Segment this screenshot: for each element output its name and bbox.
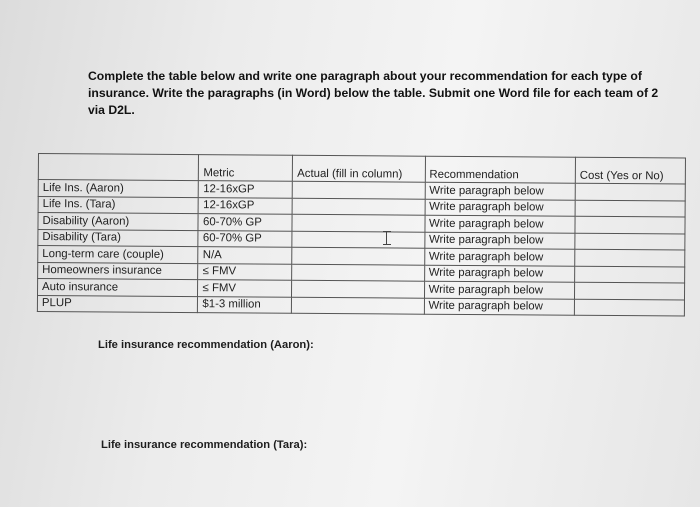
- cell-recommendation: Write paragraph below: [424, 281, 575, 299]
- cell-type: Life Ins. (Aaron): [38, 180, 199, 198]
- cell-metric: ≤ FMV: [198, 263, 292, 280]
- header-recommendation: Recommendation: [425, 156, 576, 183]
- cell-type: Auto insurance: [38, 279, 199, 297]
- cell-actual[interactable]: [293, 181, 425, 198]
- cell-metric: 60-70% GP: [198, 230, 292, 247]
- cell-actual[interactable]: [292, 214, 424, 231]
- cell-type: Disability (Tara): [38, 229, 199, 247]
- cell-type: Homeowners insurance: [38, 262, 199, 280]
- table-row: [37, 295, 684, 316]
- header-metric: Metric: [199, 155, 293, 182]
- cell-actual[interactable]: [292, 280, 424, 297]
- cell-actual[interactable]: [292, 264, 424, 281]
- cell-cost[interactable]: [575, 183, 685, 200]
- cell-cost[interactable]: [575, 200, 685, 217]
- cell-cost[interactable]: [575, 266, 685, 283]
- cell-type: Long-term care (couple): [38, 246, 199, 264]
- cell-metric: N/A: [198, 247, 292, 264]
- cell-metric: ≤ FMV: [198, 280, 292, 297]
- cell-recommendation: Write paragraph below: [424, 265, 575, 283]
- cell-cost[interactable]: [574, 299, 684, 316]
- instructions-line-3: via D2L.: [88, 103, 135, 117]
- instructions-line-2: insurance. Write the paragraphs (in Word) below the table. Submit one Word file for each team of 2: [88, 86, 659, 100]
- cell-recommendation: Write paragraph below: [424, 248, 575, 266]
- cell-actual[interactable]: [292, 297, 424, 314]
- instructions-text: [88, 68, 668, 119]
- cell-recommendation: Write paragraph below: [424, 232, 575, 250]
- aaron-recommendation-label: Life insurance recommendation (Aaron):: [98, 339, 314, 351]
- cell-actual[interactable]: [292, 231, 424, 248]
- cell-metric: 12-16xGP: [199, 197, 293, 214]
- cell-cost[interactable]: [575, 249, 685, 266]
- cell-cost[interactable]: [575, 233, 685, 250]
- text-cursor-icon: [386, 231, 395, 245]
- header-type: [38, 154, 199, 181]
- cell-recommendation: Write paragraph below: [425, 199, 576, 217]
- cell-metric: 60-70% GP: [198, 214, 292, 231]
- cell-cost[interactable]: [575, 216, 685, 233]
- cell-recommendation: Write paragraph below: [424, 298, 575, 316]
- header-cost: Cost (Yes or No): [575, 157, 685, 184]
- cell-recommendation: Write paragraph below: [425, 182, 576, 200]
- cell-type: PLUP: [37, 295, 198, 313]
- cell-actual[interactable]: [292, 247, 424, 264]
- cell-metric: $1-3 million: [198, 296, 292, 313]
- cell-type: Life Ins. (Tara): [38, 196, 199, 214]
- insurance-table: [37, 153, 686, 317]
- cell-cost[interactable]: [574, 282, 684, 299]
- header-actual: Actual (fill in column): [293, 155, 425, 182]
- cell-metric: 12-16xGP: [199, 181, 293, 198]
- cell-recommendation: Write paragraph below: [425, 215, 576, 233]
- cell-actual[interactable]: [292, 198, 424, 215]
- instructions-line-1: Complete the table below and write one paragraph about your recommendation for each type of: [88, 69, 642, 83]
- tara-recommendation-label: Life insurance recommendation (Tara):: [101, 439, 308, 451]
- cell-type: Disability (Aaron): [38, 213, 199, 231]
